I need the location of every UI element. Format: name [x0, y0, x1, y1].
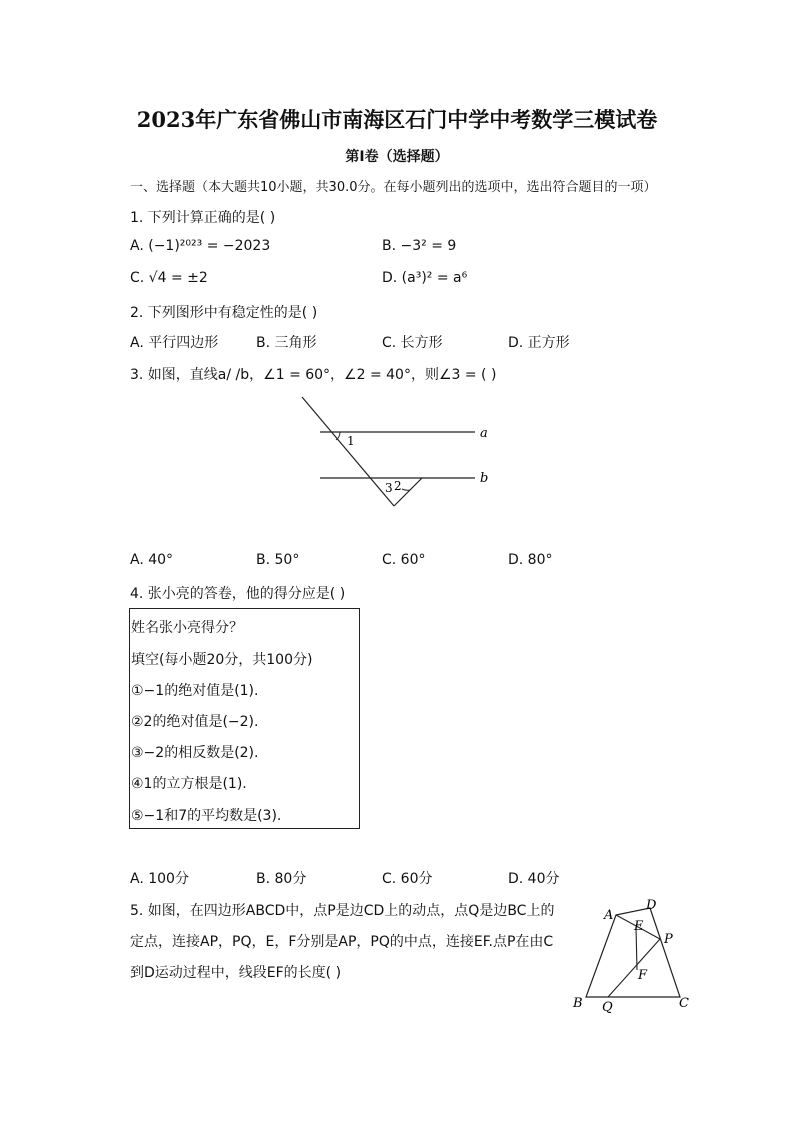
answer-sheet-line: 填空(每小题20分，共100分) — [131, 652, 313, 668]
answer-sheet-line: ①−1的绝对值是(1). — [131, 683, 259, 699]
question-1-option-c: C. √4 = ±2 — [130, 270, 208, 286]
page-title: 2023年广东省佛山市南海区石门中学中考数学三模试卷 — [136, 107, 658, 132]
vertex-d-label: D — [646, 898, 657, 913]
question-5-line-1: 5. 如图，在四边形ABCD中，点P是边CD上的动点，点Q是边BC上的 — [130, 903, 555, 919]
question-1-option-d: D. (a³)² = a⁶ — [382, 270, 468, 286]
question-4-stem: 4. 张小亮的答卷，他的得分应是( ) — [130, 586, 346, 602]
answer-sheet-line: 姓名张小亮得分？ — [131, 620, 243, 636]
angle-2-arc — [402, 489, 410, 490]
answer-sheet-line: ②2的绝对值是(−2). — [131, 714, 259, 730]
segment-pq — [608, 939, 660, 997]
angle-2-label: 2 — [394, 479, 402, 493]
question-2-option-d: D. 正方形 — [508, 335, 570, 351]
point-p-label: P — [664, 932, 673, 947]
vertex-a-label: A — [604, 908, 614, 923]
vertex-c-label: C — [679, 996, 689, 1011]
parallel-lines-figure — [290, 390, 510, 515]
question-2-stem: 2. 下列图形中有稳定性的是( ) — [130, 305, 318, 321]
question-2-option-b: B. 三角形 — [256, 335, 317, 351]
answer-sheet-line: ⑤−1和7的平均数是(3). — [131, 808, 282, 824]
question-2-option-a: A. 平行四边形 — [130, 335, 219, 351]
question-5-line-3: 到D运动过程中，线段EF的长度( ) — [130, 965, 342, 981]
question-5-line-2: 定点，连接AP，PQ，E，F分别是AP，PQ的中点，连接EF.点P在由C — [130, 934, 554, 950]
question-2-option-c: C. 长方形 — [382, 335, 443, 351]
question-4-option-b: B. 80分 — [256, 871, 307, 887]
angle-3-label: 3 — [385, 481, 393, 495]
part-heading: 第I卷（选择题） — [345, 149, 449, 165]
answer-sheet-box — [129, 608, 360, 829]
question-3-option-a: A. 40° — [130, 552, 174, 568]
quadrilateral-abcd — [586, 908, 680, 997]
point-e-label: E — [634, 919, 644, 934]
question-1-option-a: A. (−1)²⁰²³ = −2023 — [130, 238, 271, 254]
section-heading: 一、选择题（本大题共10小题，共30.0分。在每小题列出的选项中，选出符合题目的一项） — [130, 180, 657, 195]
question-4-option-d: D. 40分 — [508, 871, 560, 887]
question-1-stem: 1. 下列计算正确的是( ) — [130, 210, 276, 226]
line-b-label: b — [480, 471, 489, 486]
point-f-label: F — [638, 968, 648, 983]
question-3-option-c: C. 60° — [382, 552, 426, 568]
question-3-option-d: D. 80° — [508, 552, 553, 568]
question-4-option-c: C. 60分 — [382, 871, 433, 887]
question-4-option-a: A. 100分 — [130, 871, 189, 887]
transversal-line — [302, 397, 394, 506]
question-3-option-b: B. 50° — [256, 552, 300, 568]
angle-1-label: 1 — [347, 434, 355, 448]
answer-sheet-line: ④1的立方根是(1). — [131, 776, 247, 792]
question-3-stem: 3. 如图，直线a/ /b，∠1 = 60°，∠2 = 40°，则∠3 = ( ) — [130, 367, 497, 383]
vertex-b-label: B — [573, 996, 583, 1011]
line-a-label: a — [480, 426, 488, 441]
question-1-option-b: B. −3² = 9 — [382, 238, 457, 254]
quadrilateral-figure — [568, 893, 698, 1018]
point-q-label: Q — [602, 1000, 613, 1015]
answer-sheet-line: ③−2的相反数是(2). — [131, 745, 259, 761]
